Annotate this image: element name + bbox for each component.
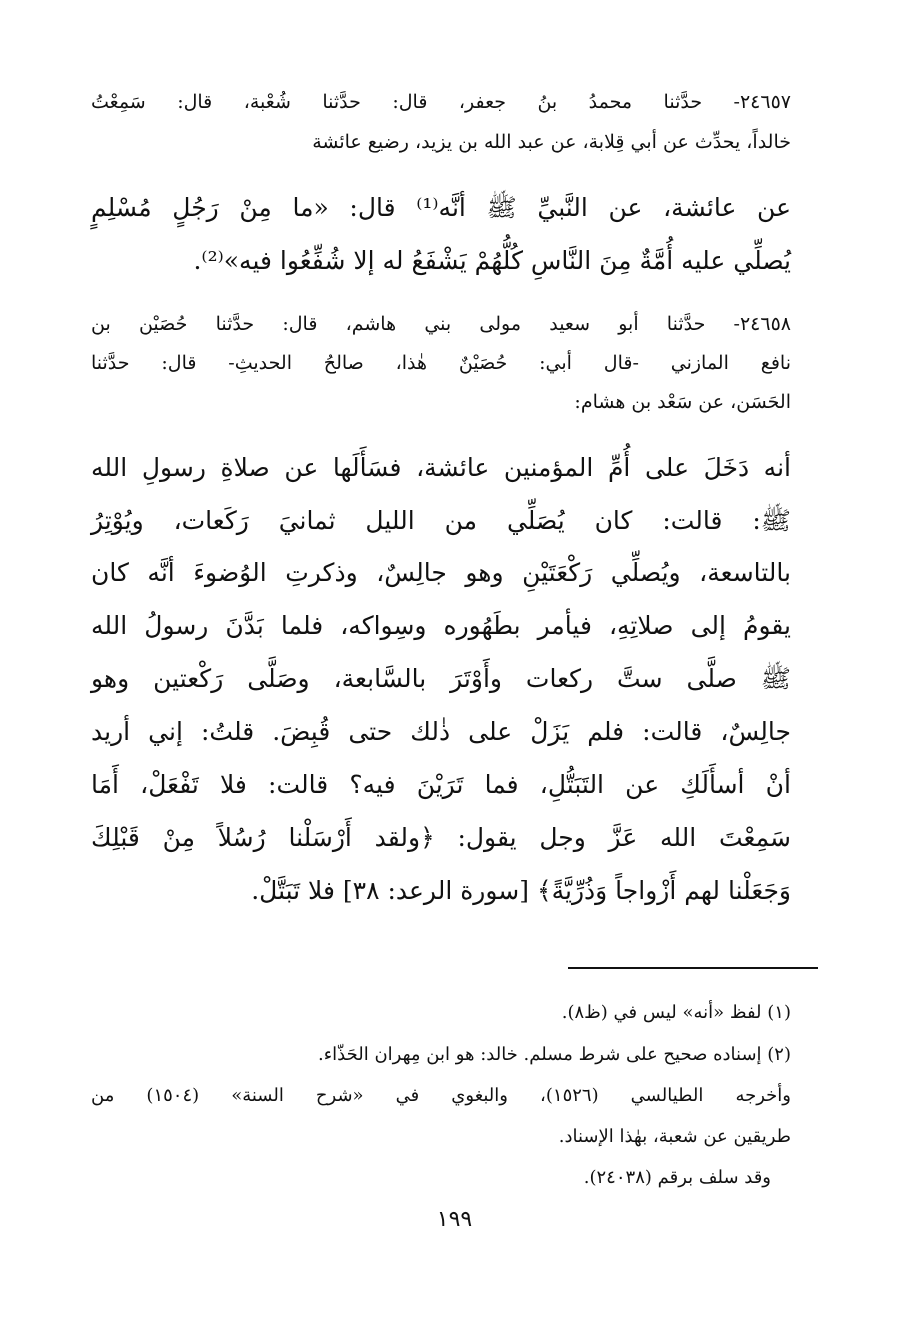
footnote-2-line-3: طريقين عن شعبة، بهٰذا الإسناد. — [558, 1126, 791, 1147]
hadith-24658-isnad-line-1: ٢٤٦٥٨- حدَّثنا أبو سعيد مولى بني هاشم، قال: حدَّثنا حُصَيْن بن — [91, 313, 791, 335]
footnote-2-line-2: وأخرجه الطيالسي (١٥٢٦)، والبغوي في «شرح السنة» (١٥٠٤) من — [91, 1085, 791, 1106]
hadith-24657-isnad-line-1: ٢٤٦٥٧- حدَّثنا محمدُ بنُ جعفر، قال: حدَّثنا شُعْبة، قال: سَمِعْتُ — [91, 91, 791, 113]
hadith-24658-isnad-line-3: الحَسَن، عن سَعْد بن هشام: — [574, 391, 791, 413]
page-number: ١٩٩ — [436, 1207, 473, 1232]
hadith-24658-matn-line-5: ﷺ صلَّى ستَّ ركعات وأَوْتَرَ بالسَّابعة، وصَلَّى رَكْعتين وهو — [91, 664, 791, 693]
footnote-separator — [568, 967, 818, 969]
footnote-2: (٢) إسناده صحيح على شرط مسلم. خالد: هو ابن مِهران الحَذّاء. — [317, 1044, 791, 1065]
hadith-24658-matn-line-8: سَمِعْتَ الله عَزَّ وجل يقول: ﴿ولقد أَرْسَلْنا رُسُلاً مِنْ قَبْلِكَ — [91, 823, 791, 852]
hadith-24657-isnad-line-2: خالداً، يحدِّث عن أبي قِلابة، عن عبد الله بن يزيد، رضيع عائشة — [312, 131, 791, 153]
hadith-24658-matn-line-1: أنه دَخَلَ على أُمِّ المؤمنين عائشة، فسَأَلَها عن صلاةِ رسولِ الله — [91, 453, 791, 482]
hadith-24658-matn-line-7: أنْ أسأَلَكِ عن التَبَتُّلِ، فما تَرَيْنَ فيه؟ قالت: فلا تَفْعَلْ، أَمَا — [91, 770, 791, 799]
hadith-24658-matn-line-2: ﷺ: قالت: كان يُصَلِّي من الليل ثمانيَ رَكَعات، ويُوْتِرُ — [91, 506, 791, 535]
footnote-1: (١) لفظ «أنه» ليس في (ظ٨). — [561, 1002, 791, 1023]
hadith-24658-matn-line-3: بالتاسعة، ويُصلِّي رَكْعَتَيْنِ وهو جالِسٌ، وذكرتِ الوُضوءَ أنَّه كان — [91, 558, 791, 587]
hadith-24657-matn-line-2: يُصلِّي عليه أُمَّةٌ مِنَ النَّاسِ كُلُّهُمْ يَشْفَعُ له إلا شُفِّعُوا فيه»⁽²⁾. — [193, 246, 791, 275]
hadith-24658-matn-line-4: يقومُ إلى صلاتِهِ، فيأمر بطَهُوره وسِواكه، فلما بَدَّنَ رسولُ الله — [91, 611, 791, 640]
hadith-24658-matn-line-6: جالِسٌ، قالت: فلم يَزَلْ على ذٰلك حتى قُبِضَ. قلتُ: إني أريد — [91, 717, 791, 746]
hadith-24658-matn-line-9: وَجَعَلْنا لهم أَزْواجاً وَذُرِّيَّةً﴾ [سورة الرعد: ٣٨] فلا تَبَتَّلْ. — [251, 876, 791, 905]
hadith-24657-matn-line-1: عن عائشة، عن النَّبيِّ ﷺ أنَّه⁽¹⁾ قال: «ما مِنْ رَجُلٍ مُسْلِمٍ — [91, 193, 791, 222]
hadith-24658-isnad-line-2: نافع المازني -قال أبي: حُصَيْنٌ هٰذا، صالحُ الحديثِ- قال: حدَّثنا — [91, 352, 791, 374]
footnote-2-line-4: وقد سلف برقم (٢٤٠٣٨). — [583, 1167, 771, 1188]
